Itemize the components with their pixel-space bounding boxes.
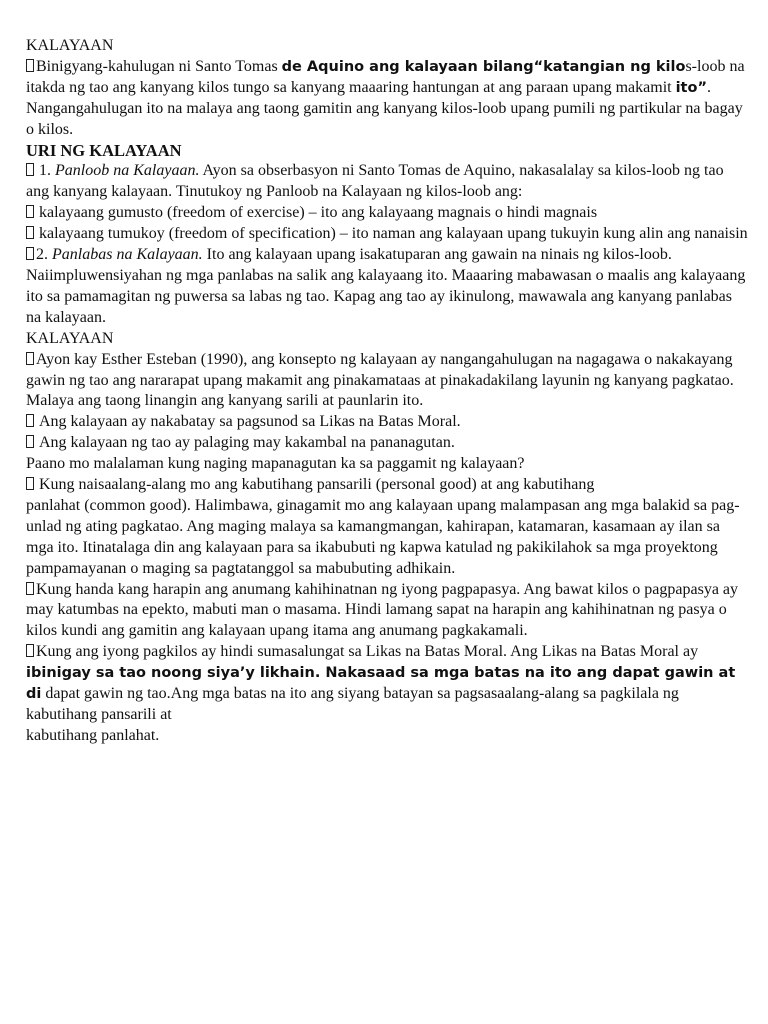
bullet-likas-na-batas: Ang kalayaan ay nakabatay sa pagsunod sa Likas na Batas Moral. [26, 412, 748, 433]
bullet-gumusto: kalayaang gumusto (freedom of exercise) – ito ang kalayaang magnais o hindi magnais [26, 203, 748, 224]
missing-glyph-box [26, 414, 34, 427]
heading-kalayaan: KALAYAAN [26, 37, 114, 54]
paragraph-definition: Binigyang-kahulugan ni Santo Tomas de Aquino ang kalayaan bilang“katangian ng kilos-loob na itakda ng tao ang kanyang kilos tungo sa kanyang maaaring hantungan at ang paraan upang makamit ito”. [26, 57, 745, 96]
answer-personal-good: Kung naisaalang-alang mo ang kabutihang pansarili (personal good) at ang kabutihang panlahat (common good). Halimbawa, ginagamit mo ang kalayaan upang malampasan ang mga balakid sa pag-unlad ng ating pagkatao. Ang maging malaya sa kamangmangan, kahirapan, katamaran, kasamaan ay ilan sa mga ito. Itinatalaga din ang kalayaan para sa ikabubuti ng kapwa katulad ng pakikilahok sa mga proyektong pampamayanan o maging sa pagtatanggol sa mabubuting adhikain. [26, 476, 740, 577]
question-line: Paano mo malalaman kung naging mapanagutan ka sa paggamit ng kalayaan? [26, 455, 525, 473]
missing-glyph-box [26, 59, 34, 72]
missing-glyph-box [26, 352, 34, 365]
uri-panlabas: 2. Panlabas na Kalayaan. Ito ang kalayaan upang isakatuparan ang gawain na ninais ng kilos-loob. Naiimpluwensiyahan ng mga panlabas na salik ang kalayaang ito. Maaaring mabawasan o maalis ang kalayaang ito sa pamamagitan ng puwersa sa labas ng tao. Kapag ang tao ay ikinulong, mawawala ang kanyang panlabas na kalayaan. [26, 246, 746, 326]
missing-glyph-box [26, 226, 34, 239]
bold-phrase: ibinigay sa tao noong siya’y likhain. Nakasaad sa mga batas na ito ang dapat gawin at di [26, 665, 736, 703]
missing-glyph-box [26, 582, 34, 595]
missing-glyph-box [26, 435, 34, 448]
italic-term: Panloob na Kalayaan. [55, 162, 200, 180]
paragraph-meaning: Nangangahulugan ito na malaya ang taong gamitin ang kanyang kilos-loob upang pumili ng partikular na bagay o kilos. [26, 99, 743, 138]
paragraph-esteban: Ayon kay Esther Esteban (1990), ang konsepto ng kalayaan ay nangangahulugan na nagagawa o nakakayang gawin ng tao ang nararapat upang makamit ang pinakamataas at pinakadakilang layunin ng kanyang pagkatao. Malaya ang taong linangin ang kanyang sarili at paunlarin ito. [26, 350, 734, 410]
bold-phrase: de Aquino ang kalayaan bilang“katangian ng kilo [281, 58, 686, 75]
bullet-tumukoy: kalayaang tumukoy (freedom of specification) – ito naman ang kalayaan upang tukuyin kung alin ang nanaisin [26, 224, 748, 245]
missing-glyph-box [26, 163, 34, 176]
bold-phrase: ito” [675, 79, 707, 96]
missing-glyph-box [26, 205, 34, 218]
italic-term: Panlabas na Kalayaan. [52, 246, 203, 264]
heading-kalayaan-2: KALAYAAN [26, 329, 114, 347]
missing-glyph-box [26, 644, 34, 657]
answer-likas-na-batas: Kung ang iyong pagkilos ay hindi sumasalungat sa Likas na Batas Moral. Ang Likas na Batas Moral ay ibinigay sa tao noong siya’y likhain. Nakasaad sa mga batas na ito ang dapat gawin at di dapat gawin ng tao.Ang mga batas na ito ang siyang batayan sa pagsasaalang-alang sa pagkilala ng kabutihang pansarili at kabutihang panlahat. [26, 643, 736, 744]
answer-kahihinatnan: Kung handa kang harapin ang anumang kahihinatnan ng iyong pagpapasya. Ang bawat kilos o pagpapasya ay may katumbas na epekto, mabuti man o masama. Hindi lamang sapat na harapin ang kahihinatnan ng pasya o kilos kundi ang gamitin ang kalayaan upang itama ang anumang pagkakamali. [26, 580, 739, 640]
missing-glyph-box [26, 247, 34, 260]
uri-panloob: 1. Panloob na Kalayaan. Ayon sa obserbasyon ni Santo Tomas de Aquino, nakasalalay sa kilos-loob ng tao ang kanyang kalayaan. Tinutukoy ng Panloob na Kalayaan ng kilos-loob ang: [26, 162, 724, 201]
missing-glyph-box [26, 477, 34, 490]
heading-uri-ng-kalayaan: URI NG KALAYAAN [26, 140, 182, 160]
bullet-pananagutan: Ang kalayaan ng tao ay palaging may kakambal na pananagutan. [26, 433, 748, 454]
